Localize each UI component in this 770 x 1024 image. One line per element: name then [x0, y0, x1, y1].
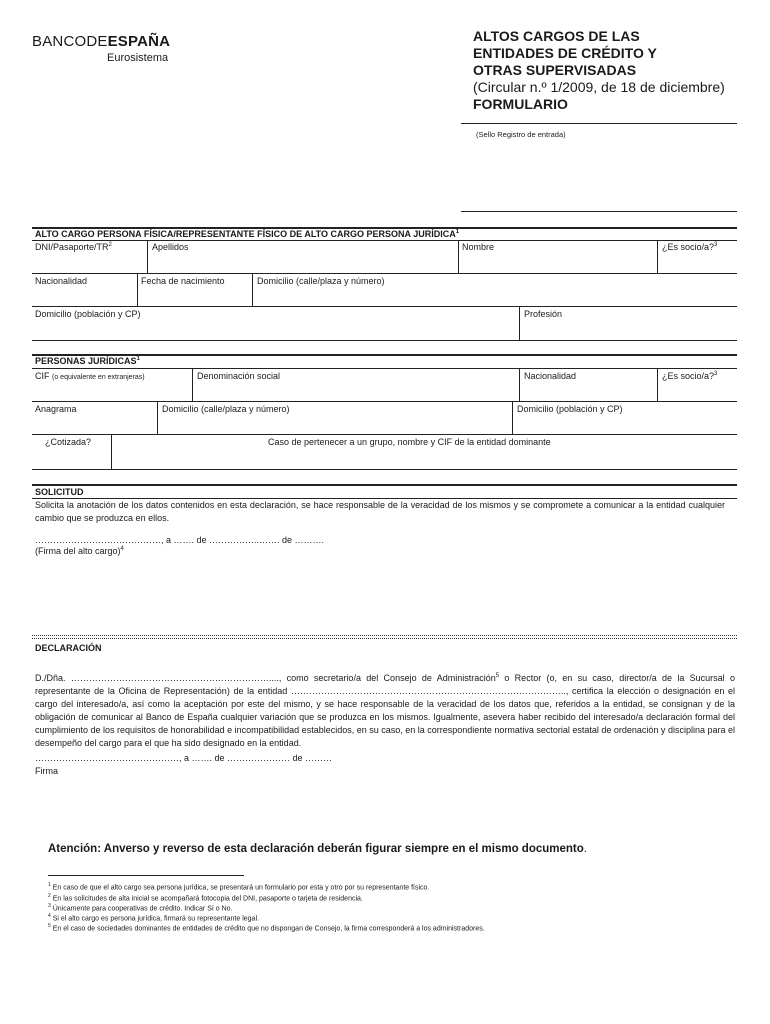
- personas-juridicas-title: PERSONAS JURÍDICAS$^1$: [35, 356, 140, 366]
- cell-divider: [519, 306, 520, 340]
- title-line-1: ALTOS CARGOS DE LAS: [473, 28, 640, 44]
- cell-divider: [512, 401, 513, 434]
- cell-divider: [147, 240, 148, 273]
- row-rule: [32, 401, 737, 402]
- bank-logo: [32, 33, 170, 50]
- solicitud-date-line: ……………………………………, a ……. de ……………..……. de ……….: [35, 535, 325, 545]
- title-line-2: ENTIDADES DE CRÉDITO Y: [473, 45, 657, 61]
- cell-divider: [111, 434, 112, 469]
- declaracion-date-line: …………………………………………, a ……. de ………………… de ………: [35, 753, 333, 763]
- cell-divider: [192, 368, 193, 401]
- pj-domicilio-poblacion-label: Domicilio (población y CP): [517, 404, 623, 414]
- declaracion-text: D./Dña. …………………………………………………………...., como secretario/a del Consejo de Administración$^5$ o Rector (o, en su caso, director/a de la Sucursal o representante de la Oficina de Representación) de la entidad ……………………………………………………………………………….., certifica la elección o designación en el cargo del interesado/a, así como la aceptación por este del mismo, y se hace responsable de la veracidad de los datos que, referidos a la entidad, se consignan y de la obligación de comunicar al Banco de España cualquier variación que se produzca en los mismos. Igualmente, asevera haber recibido del interesado/a declaración formal del cumplimiento de los requisitos de honorabilidad e incompatibilidad establecidos, en su caso, en la correspondiente normativa sectorial estatal de ordenación y disciplina para el desempeño del cargo para el que ha sido designado en la entidad.: [35, 673, 735, 748]
- footnote-rule: [48, 875, 244, 876]
- row-rule: [32, 306, 737, 307]
- cell-divider: [252, 273, 253, 306]
- grupo-label: Caso de pertenecer a un grupo, nombre y CIF de la entidad dominante: [268, 437, 551, 447]
- footnote-3: $^3$ Únicamente para cooperativas de crédito. Indicar Sí o No.: [48, 903, 233, 913]
- socio-label: ¿Es socio/a?$^3$: [662, 242, 718, 252]
- title-line-3: OTRAS SUPERVISADAS: [473, 62, 637, 78]
- section-rule-dotted: [32, 638, 737, 639]
- footnote-1: $^1$ En caso de que el alto cargo sea persona jurídica, se presentará un formulario por esta y otro por su representante físico.: [48, 882, 430, 892]
- registry-stamp-label: (Sello Registro de entrada): [476, 130, 566, 139]
- cotizada-label: ¿Cotizada?: [45, 437, 92, 447]
- denominacion-label: Denominación social: [197, 371, 281, 381]
- footnote-5: $^5$ En el caso de sociedades dominantes de entidades de crédito que no dispongan de Consejo, la firma corresponderá a los administradores.: [48, 923, 485, 933]
- section-rule: [32, 484, 737, 486]
- logo-word-banco: BANCO: [32, 33, 87, 50]
- anagrama-label: Anagrama: [35, 404, 77, 414]
- row-rule: [32, 368, 737, 369]
- nacionalidad-label: Nacionalidad: [35, 276, 88, 286]
- footnote-2: $^2$ En las solicitudes de alta inicial se acompañará fotocopia del DNI, pasaporte o tarjeta de residencia.: [48, 893, 363, 903]
- cif-label: CIF (o equivalente en extranjeras): [35, 371, 145, 381]
- persona-fisica-title: ALTO CARGO PERSONA FÍSICA/REPRESENTANTE FÍSICO DE ALTO CARGO PERSONA JURÍDICA$^1$: [35, 229, 460, 239]
- cell-divider: [157, 401, 158, 434]
- dni-label: DNI/$Pasaporte/TR^2$: [35, 242, 112, 252]
- profesion-label: Profesión: [524, 309, 563, 319]
- cell-divider: [458, 240, 459, 273]
- domicilio-poblacion-label: Domicilio (población y CP): [35, 309, 141, 319]
- solicitud-text: Solicita la anotación de los datos contenidos en esta declaración, se hace responsable de la veracidad de los mismos y se compromete a comunicar a la entidad cualquier cambio que se produzca en ellos.: [35, 500, 725, 523]
- stamp-area-rule: [461, 211, 737, 212]
- declaracion-signature-label: Firma: [35, 766, 58, 776]
- pj-socio-label: ¿Es socio/a?$^3$: [662, 371, 718, 381]
- logo-word-espana: ESPAÑA: [107, 33, 171, 50]
- cell-divider: [657, 240, 658, 273]
- nombre-label: Nombre: [462, 242, 495, 252]
- cell-divider: [657, 368, 658, 401]
- header-rule: [461, 123, 737, 124]
- cell-divider: [519, 368, 520, 401]
- cell-divider: [137, 273, 138, 306]
- form-label: FORMULARIO: [473, 96, 568, 112]
- footnote-4: $^4$ Si el alto cargo es persona jurídica, firmará su representante legal.: [48, 913, 259, 923]
- form-header: [473, 28, 763, 113]
- row-rule: [32, 340, 737, 341]
- row-rule: [32, 240, 737, 241]
- domicilio-label: Domicilio (calle/plaza y número): [257, 276, 385, 286]
- pj-nacionalidad-label: Nacionalidad: [524, 371, 577, 381]
- circular-reference: (Circular n.º 1/2009, de 18 de diciembre): [473, 79, 725, 95]
- apellidos-label: Apellidos: [152, 242, 189, 252]
- row-rule: [32, 434, 737, 435]
- logo-subtitle: Eurosistema: [107, 52, 169, 64]
- fecha-nacimiento-label: Fecha de nacimiento: [141, 276, 225, 286]
- row-rule: [32, 469, 737, 470]
- logo-word-de: DE: [86, 33, 108, 50]
- solicitud-signature-label: (Firma del alto cargo)$^4$: [35, 546, 124, 556]
- section-rule-dotted: [32, 635, 737, 636]
- attention-notice: Atención: Anverso y reverso de esta declaración deberán figurar siempre en el mismo documento.: [48, 843, 587, 855]
- pj-domicilio-label: Domicilio (calle/plaza y número): [162, 404, 290, 414]
- declaracion-title: DECLARACIÓN: [35, 643, 102, 653]
- solicitud-title: SOLICITUD: [35, 487, 84, 497]
